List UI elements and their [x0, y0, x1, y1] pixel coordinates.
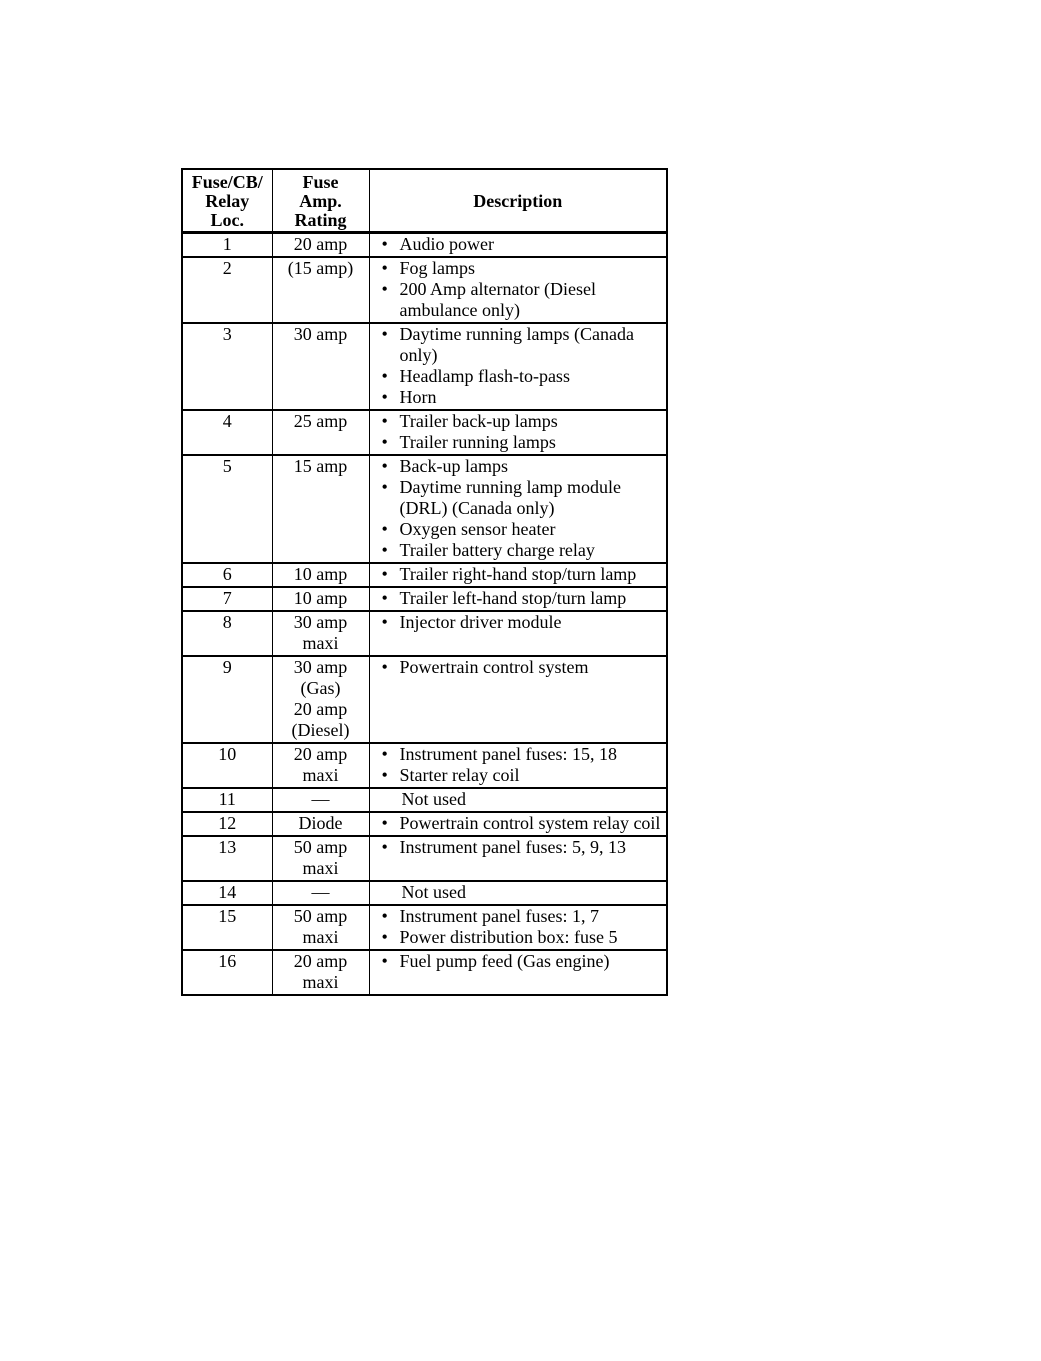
fuse-rating-line: 50 amp [293, 837, 348, 857]
table-row [182, 323, 667, 410]
fuse-location: 6 [182, 563, 272, 587]
fuse-location: 9 [182, 656, 272, 743]
list-item [382, 837, 663, 858]
description-text: Horn [399, 387, 437, 407]
fuse-description [369, 905, 667, 950]
table-row [182, 611, 667, 656]
fuse-rating [272, 323, 369, 410]
list-item [382, 564, 663, 585]
bullet-icon: • [381, 432, 388, 452]
fuse-description [369, 587, 667, 611]
description-text: Trailer back-up lamps [399, 411, 558, 431]
bullet-icon: • [381, 927, 388, 947]
fuse-description [369, 257, 667, 323]
fuse-table [181, 168, 668, 996]
description-text: Oxygen sensor heater [399, 519, 556, 539]
fuse-description [369, 836, 667, 881]
fuse-location: 1 [182, 233, 272, 258]
table-row [182, 812, 667, 836]
fuse-rating-line: maxi [302, 858, 339, 878]
fuse-rating [272, 812, 369, 836]
table-row [182, 257, 667, 323]
list-item [382, 951, 663, 972]
fuse-rating [272, 905, 369, 950]
fuse-rating-line: maxi [302, 765, 339, 785]
fuse-rating-line: maxi [302, 633, 339, 653]
description-text: Power distribution box: fuse 5 [399, 927, 618, 947]
fuse-rating [272, 410, 369, 455]
table-row [182, 656, 667, 743]
bullet-icon: • [381, 324, 388, 344]
list-item [382, 744, 663, 765]
description-text: Instrument panel fuses: 15, 18 [399, 744, 617, 764]
fuse-description [369, 410, 667, 455]
header-loc [182, 169, 272, 233]
description-text: Instrument panel fuses: 1, 7 [399, 906, 599, 926]
fuse-rating-line: 30 amp [293, 324, 348, 344]
table-row [182, 788, 667, 812]
list-item [382, 387, 663, 408]
fuse-rating-line: — [311, 882, 330, 902]
list-item [382, 279, 663, 321]
description-text: Trailer running lamps [399, 432, 556, 452]
fuse-rating-line: (Diesel) [291, 720, 350, 740]
fuse-rating-line: 25 amp [293, 411, 348, 431]
list-item [382, 258, 663, 279]
bullet-icon: • [381, 657, 388, 677]
fuse-rating [272, 233, 369, 258]
bullet-icon: • [381, 951, 388, 971]
list-item [382, 234, 663, 255]
description-text: Fog lamps [399, 258, 476, 278]
description-text: Daytime running lamp module (DRL) (Canada only) [399, 477, 621, 518]
description-list [382, 258, 663, 321]
bullet-icon: • [381, 456, 388, 476]
bullet-icon: • [381, 906, 388, 926]
bullet-icon: • [381, 765, 388, 785]
fuse-location: 4 [182, 410, 272, 455]
fuse-rating-line: (15 amp) [287, 258, 354, 278]
table-row [182, 950, 667, 995]
description-text: Not used [401, 789, 466, 809]
fuse-rating-line: 10 amp [293, 564, 348, 584]
table-row [182, 233, 667, 258]
list-item [382, 927, 663, 948]
fuse-location: 14 [182, 881, 272, 905]
list-item [382, 540, 663, 561]
bullet-icon: • [381, 258, 388, 278]
description-text: Headlamp flash-to-pass [399, 366, 570, 386]
fuse-description [369, 881, 667, 905]
list-item [382, 765, 663, 786]
fuse-rating-line: 30 amp [293, 657, 348, 677]
table-row [182, 881, 667, 905]
description-list [382, 657, 663, 678]
fuse-description [369, 323, 667, 410]
fuse-description [369, 233, 667, 258]
list-item [382, 456, 663, 477]
fuse-rating-line: 20 amp [293, 951, 348, 971]
description-list [382, 411, 663, 453]
fuse-rating [272, 743, 369, 788]
header-rating-line-1: Fuse [302, 171, 339, 192]
list-item [382, 519, 663, 540]
fuse-description [369, 788, 667, 812]
fuse-rating-line: Diode [298, 813, 343, 833]
fuse-description [369, 611, 667, 656]
fuse-location: 13 [182, 836, 272, 881]
table-row [182, 743, 667, 788]
bullet-icon: • [381, 519, 388, 539]
fuse-rating-line: — [311, 789, 330, 809]
list-item [382, 813, 663, 834]
header-row [182, 169, 667, 233]
description-text: Fuel pump feed (Gas engine) [399, 951, 610, 971]
fuse-description [369, 812, 667, 836]
list-item [382, 906, 663, 927]
header-rating [272, 169, 369, 233]
fuse-location: 11 [182, 788, 272, 812]
table-row [182, 455, 667, 563]
fuse-rating [272, 455, 369, 563]
fuse-rating [272, 587, 369, 611]
fuse-rating-line: maxi [302, 927, 339, 947]
table-row [182, 905, 667, 950]
fuse-description [369, 455, 667, 563]
description-list [382, 588, 663, 609]
fuse-rating-line: (Gas) [300, 678, 341, 698]
bullet-icon: • [381, 411, 388, 431]
description-list [382, 456, 663, 561]
bullet-icon: • [381, 279, 388, 299]
fuse-description [369, 950, 667, 995]
header-loc-line-1: Fuse/CB/ [191, 171, 263, 192]
description-text: Audio power [399, 234, 494, 254]
bullet-icon: • [381, 744, 388, 764]
list-item [382, 612, 663, 633]
list-item [382, 477, 663, 519]
description-list [382, 234, 663, 255]
header-loc-line-3: Loc. [210, 209, 244, 230]
table-row [182, 563, 667, 587]
fuse-rating-line: 15 amp [293, 456, 348, 476]
fuse-location: 3 [182, 323, 272, 410]
fuse-rating [272, 950, 369, 995]
header-loc-line-2: Relay [205, 190, 250, 211]
fuse-rating-line: 20 amp [293, 234, 348, 254]
fuse-rating-line: maxi [302, 972, 339, 992]
fuse-location: 7 [182, 587, 272, 611]
list-item [382, 432, 663, 453]
fuse-description [369, 563, 667, 587]
fuse-rating [272, 788, 369, 812]
description-text: Powertrain control system [399, 657, 589, 677]
table-row [182, 836, 667, 881]
bullet-icon: • [381, 837, 388, 857]
list-item [382, 324, 663, 366]
fuse-rating-line: 20 amp [293, 744, 348, 764]
fuse-location: 15 [182, 905, 272, 950]
fuse-location: 8 [182, 611, 272, 656]
fuse-location: 12 [182, 812, 272, 836]
fuse-rating [272, 881, 369, 905]
table-header [182, 169, 667, 233]
fuse-location: 5 [182, 455, 272, 563]
fuse-rating [272, 611, 369, 656]
fuse-rating [272, 257, 369, 323]
description-text: Trailer right-hand stop/turn lamp [399, 564, 637, 584]
description-text: Back-up lamps [399, 456, 508, 476]
list-item [382, 366, 663, 387]
description-list [382, 564, 663, 585]
list-item [382, 411, 663, 432]
description-text: Starter relay coil [399, 765, 520, 785]
description-list [382, 324, 663, 408]
bullet-icon: • [381, 813, 388, 833]
table-body [182, 233, 667, 996]
fuse-rating [272, 563, 369, 587]
bullet-icon: • [381, 612, 388, 632]
bullet-icon: • [381, 366, 388, 386]
list-item [382, 657, 663, 678]
bullet-icon: • [381, 387, 388, 407]
table-row [182, 587, 667, 611]
description-list [382, 612, 663, 633]
fuse-rating-line: 30 amp [293, 612, 348, 632]
bullet-icon: • [381, 588, 388, 608]
description-text: Trailer battery charge relay [399, 540, 595, 560]
fuse-rating [272, 656, 369, 743]
description-list [382, 813, 663, 834]
description-text: Trailer left-hand stop/turn lamp [399, 588, 627, 608]
description-text: Powertrain control system relay coil [399, 813, 661, 833]
description-list [382, 744, 663, 786]
fuse-rating [272, 836, 369, 881]
description-text: Daytime running lamps (Canada only) [399, 324, 634, 365]
description-text: Injector driver module [399, 612, 562, 632]
description-text: 200 Amp alternator (Diesel ambulance only) [399, 279, 596, 320]
header-rating-line-2: Amp. [299, 190, 342, 211]
description-text: Instrument panel fuses: 5, 9, 13 [399, 837, 626, 857]
fuse-rating-line: 50 amp [293, 906, 348, 926]
description-list [382, 951, 663, 972]
fuse-location: 16 [182, 950, 272, 995]
table-row [182, 410, 667, 455]
header-description: Description [369, 169, 667, 233]
fuse-rating-line: 10 amp [293, 588, 348, 608]
fuse-description [369, 743, 667, 788]
bullet-icon: • [381, 477, 388, 497]
description-list [382, 906, 663, 948]
fuse-location: 10 [182, 743, 272, 788]
fuse-location: 2 [182, 257, 272, 323]
bullet-icon: • [381, 540, 388, 560]
description-text: Not used [401, 882, 466, 902]
bullet-icon: • [381, 234, 388, 254]
bullet-icon: • [381, 564, 388, 584]
fuse-rating-line: 20 amp [293, 699, 348, 719]
fuse-description [369, 656, 667, 743]
header-rating-line-3: Rating [294, 209, 347, 230]
description-list [382, 837, 663, 858]
list-item [382, 588, 663, 609]
